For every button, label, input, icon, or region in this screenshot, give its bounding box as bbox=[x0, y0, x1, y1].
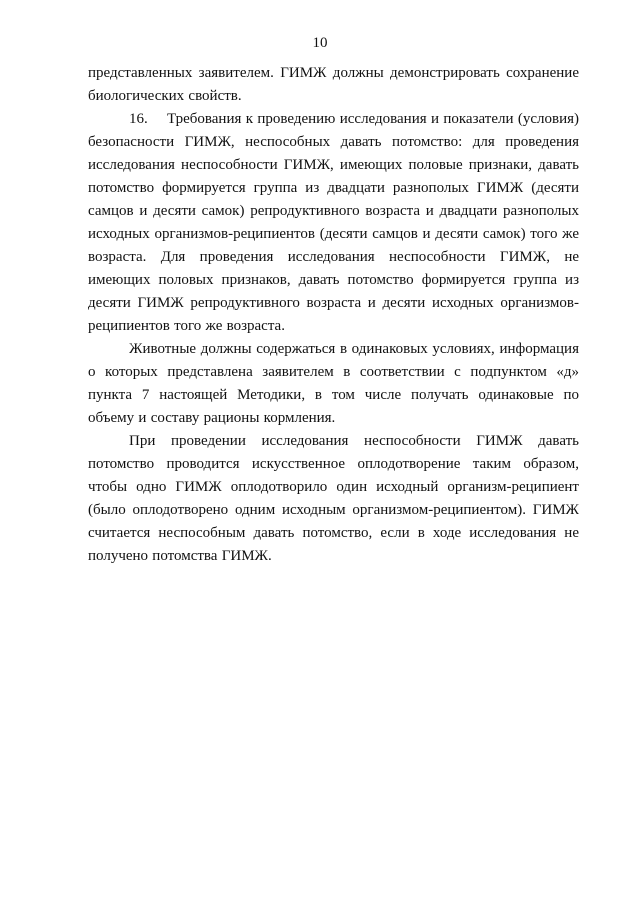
paragraph-continuation: представленных заявителем. ГИМЖ должны демонстрировать сохранение биологических свойств. bbox=[88, 65, 579, 104]
page-number: 10 bbox=[312, 35, 328, 51]
paragraph-fertilization: При проведении исследования неспособности ГИМЖ давать потомство проводится искусственное оплодотворение таким образом, чтобы одно ГИМЖ оплодотворило один исходный организм-реципиент (было оплодотворено одним исходным организмом-реципиентом). ГИМЖ считается неспособным давать потомство, если в ходе исследования не получено потомства ГИМЖ. bbox=[88, 433, 579, 564]
paragraph-16-text: Требования к проведению исследования и показатели (условия) безопасности ГИМЖ, неспособных давать потомство: для проведения исследования неспособности ГИМЖ, имеющих половые признаки, давать потомство формируется группа из двадцати разнополых ГИМЖ (десяти самцов и десяти самок) репродуктивного возраста и двадцати разнополых исходных организмов-реципиентов (десяти самцов и десяти самок) того же возраста. Для проведения исследования неспособности ГИМЖ, не имеющих половых признаков, давать потомство формируется группа из десяти ГИМЖ репродуктивного возраста и десяти исходных организмов-реципиентов того же возраста. bbox=[88, 111, 579, 334]
document-body bbox=[88, 62, 579, 568]
paragraph-animal-conditions: Животные должны содержаться в одинаковых условиях, информация о которых представлена заявителем в соответствии с подпунктом «д» пункта 7 настоящей Методики, в том числе получать одинаковые по объему и составу рационы кормления. bbox=[88, 341, 579, 426]
paragraph-number: 16. bbox=[129, 111, 148, 127]
paragraph-16 bbox=[88, 108, 579, 338]
